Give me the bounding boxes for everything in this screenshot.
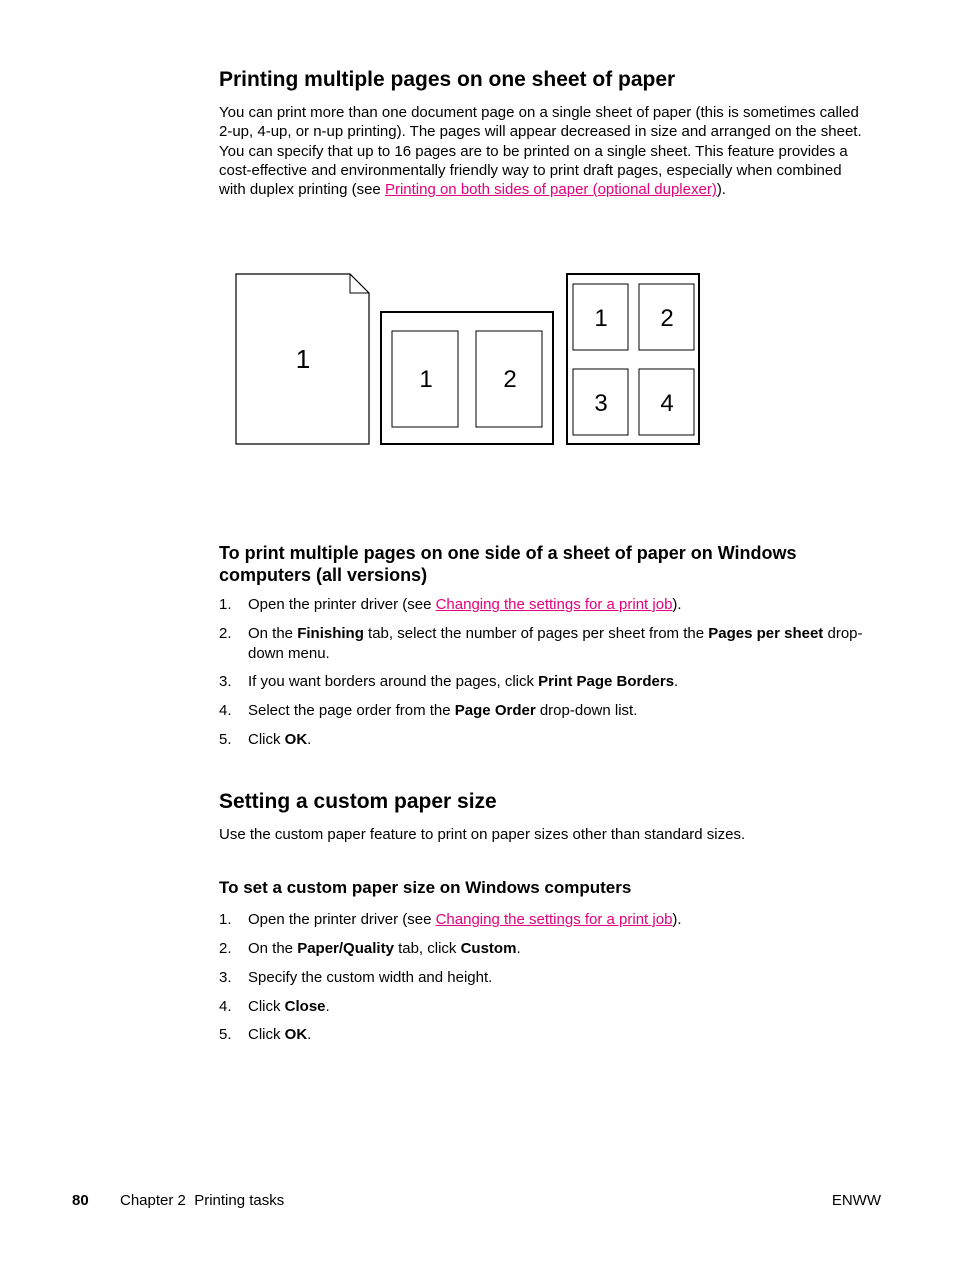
two-up-sheet	[381, 312, 553, 444]
four-up-sheet	[567, 274, 699, 444]
step-text: drop-down menu.	[248, 625, 863, 662]
list-item	[219, 910, 879, 930]
step-text: If you want borders around the pages, click	[248, 673, 539, 690]
step-text: drop-down list.	[535, 702, 638, 719]
step-number: 1.	[219, 596, 232, 613]
list-item	[219, 997, 879, 1017]
step-text: Open the printer driver (see	[248, 596, 436, 613]
windows-nup-heading: To print multiple pages on one side of a sheet of paper on Windows computers (all versions)	[219, 543, 797, 585]
step-number: 3.	[219, 673, 232, 690]
step-text: .	[307, 1026, 312, 1043]
step-text: On the	[248, 625, 298, 642]
step-bold: Custom	[460, 940, 517, 957]
step-text: Click	[248, 998, 285, 1015]
step-number: 1.	[219, 911, 232, 928]
n-up-figure	[230, 268, 710, 453]
list-item	[219, 968, 879, 988]
two-up-page-1: 1	[419, 366, 433, 393]
list-item	[219, 595, 879, 615]
footer-right-label: ENWW	[831, 1192, 881, 1209]
intro-text: You can print more than one document page on a single sheet of paper (this is sometimes called 2-up, 4-up, or n-up printing). The pages will appear decreased in size and arranged on the sheet. You can specify that up to 16 pages are to be printed on a single sheet. This feature provides a cost-effective and environmentally friendly way to print draft pages, especially when combined with duplex printing (see	[219, 104, 862, 199]
step-number: 2.	[219, 940, 232, 957]
step-bold: Close	[284, 998, 326, 1015]
step-text: tab, select the number of pages per sheet from the	[363, 625, 709, 642]
link-changing-settings[interactable]: Changing the settings for a print job	[435, 911, 673, 928]
step-text: ).	[672, 596, 682, 613]
section-heading-multiple-pages: Printing multiple pages on one sheet of paper	[219, 68, 676, 91]
link-changing-settings[interactable]: Changing the settings for a print job	[435, 596, 673, 613]
intro-paragraph	[219, 103, 869, 199]
four-up-page-2: 2	[660, 305, 674, 332]
step-text: .	[307, 731, 312, 748]
step-bold: OK	[284, 731, 308, 748]
step-text: Click	[248, 1026, 285, 1043]
step-number: 5.	[219, 1026, 232, 1043]
list-item	[219, 1025, 879, 1045]
step-text: Specify the custom width and height.	[248, 969, 493, 986]
step-text: Open the printer driver (see	[248, 911, 436, 928]
four-up-page-1: 1	[594, 305, 608, 332]
four-up-page-3: 3	[594, 390, 608, 417]
two-up-page-2: 2	[503, 366, 517, 393]
step-number: 2.	[219, 625, 232, 642]
footer-chapter: Chapter 2 Printing tasks	[120, 1192, 285, 1209]
single-page-sheet	[236, 274, 369, 444]
custom-paper-subheading: To set a custom paper size on Windows computers	[219, 878, 632, 897]
step-bold: OK	[284, 1026, 308, 1043]
page-number: 80	[72, 1192, 89, 1209]
step-text: Select the page order from the	[248, 702, 455, 719]
four-up-page-4: 4	[660, 390, 674, 417]
step-text: ).	[672, 911, 682, 928]
step-text: .	[516, 940, 521, 957]
list-item	[219, 701, 879, 721]
step-number: 4.	[219, 702, 232, 719]
sheet1-page-number: 1	[295, 344, 311, 374]
step-text: .	[674, 673, 679, 690]
custom-paper-heading: Setting a custom paper size	[219, 790, 497, 813]
step-text: tab, click	[393, 940, 461, 957]
step-bold: Print Page Borders	[538, 673, 675, 690]
custom-paper-intro: Use the custom paper feature to print on paper sizes other than standard sizes.	[219, 826, 746, 843]
list-item	[219, 730, 879, 750]
link-duplex-printing[interactable]: Printing on both sides of paper (optional duplexer)	[384, 181, 717, 199]
step-text: On the	[248, 940, 298, 957]
step-text: Click	[248, 731, 285, 748]
step-text: .	[325, 998, 330, 1015]
list-item	[219, 672, 879, 692]
intro-end: ).	[716, 181, 726, 199]
list-item	[219, 939, 879, 959]
step-number: 4.	[219, 998, 232, 1015]
step-bold: Finishing	[297, 625, 364, 642]
step-number: 3.	[219, 969, 232, 986]
step-bold: Page Order	[454, 702, 536, 719]
step-bold: Paper/Quality	[297, 940, 394, 957]
step-bold: Pages per sheet	[708, 625, 824, 642]
step-number: 5.	[219, 731, 232, 748]
list-item	[219, 624, 879, 663]
